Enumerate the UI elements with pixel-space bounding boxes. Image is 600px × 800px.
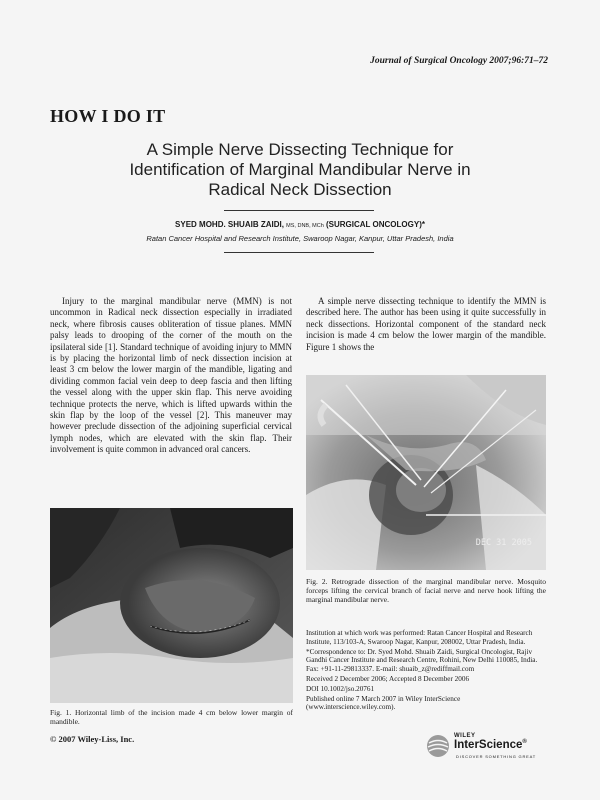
figure-1-caption: Fig. 1. Horizontal limb of the incision made 4 cm below lower margin of mandible. [50,708,293,727]
institution-note: Institution at which work was performed: Ratan Cancer Hospital and Research Institute, 113/103-A, Swaroop Nagar, Kanpur, 208002, Uttar Pradesh, India. [306,629,533,646]
figure-2-photo [306,375,546,570]
article-notes [306,629,546,713]
logo-brand [454,739,527,751]
logo-tagline: DISCOVER SOMETHING GREAT [456,754,537,759]
journal-reference: Journal of Surgical Oncology 2007;96:71–72 [370,56,548,66]
logo-brand-text: InterScience [454,739,523,751]
title-line: A Simple Nerve Dissecting Technique for [146,140,454,159]
logo-brand-mark: ® [522,739,527,746]
rule-top [224,210,374,211]
figure-1-photo [50,508,293,703]
figure-2-caption: Fig. 2. Retrograde dissection of the marginal mandibular nerve. Mosquito forceps lifting the cervical branch of facial nerve and nerve hook lifting the marginal mandibular nerve. [306,577,546,605]
title-line: Radical Neck Dissection [208,180,392,199]
body-text-left: Injury to the marginal mandibular nerve (MMN) is not uncommon in Radical neck dissection especially in irradiated neck, where fibrosis causes obliteration of tissue planes. MMN palsy leads to drooping of the corner of the mouth on the ipsilateral side [1]. Standard technique of avoiding injury to MMN is by placing the horizontal limb of neck dissection incision at least 3 cm below the lower margin of the mandible, ligating and dividing common facial vein deep to deep fascia and then lifting the vessel along with the upper skin flap. This nerve avoiding technique protects the nerve, which is lifted upwards within the skin flap by the loop of the vessel [2]. This maneuver may however preclude dissection of the adjoining superficial cervical lymph nodes, which are elevated with the skin flap. Their involvement is quite common in advanced oral cancers. [50,296,292,455]
author-degrees: MS, DNB, MCh [286,223,324,229]
received-note: Received 2 December 2006; Accepted 8 December 2006 [306,674,470,683]
logo-publisher: WILEY [454,733,476,739]
photo-date-stamp: DEC 31 2005 [475,538,532,548]
article-title [90,140,510,200]
doi-note: DOI 10.1002/jso.20761 [306,684,375,693]
published-note: Published online 7 March 2007 in Wiley InterScience (www.interscience.wiley.com). [306,694,461,712]
rule-bottom [224,252,374,253]
author-specialty: (SURGICAL ONCOLOGY)* [326,220,425,229]
affiliation: Ratan Cancer Hospital and Research Institute, Swaroop Nagar, Kanpur, Uttar Pradesh, India [146,234,454,243]
wiley-interscience-logo [426,732,556,762]
author-line [60,220,540,229]
copyright: © 2007 Wiley-Liss, Inc. [50,734,135,744]
author-name: SYED MOHD. SHUAIB ZAIDI, [175,220,284,229]
section-heading: HOW I DO IT [50,106,166,126]
body-text-right: A simple nerve dissecting technique to identify the MMN is described here. The author has been using it quite successfully in neck dissections. Horizontal component of the standard neck incision is made 4 cm below the lower margin of the mandible. Figure 1 shows the [306,296,546,352]
globe-icon [426,734,450,758]
correspondence-note: *Correspondence to: Dr. Syed Mohd. Shuaib Zaidi, Surgical Oncologist, Rajiv Gandhi Cancer Institute and Research Centre, Rohini, New Delhi 110085, India. Fax: +91-11-29813337. E-mail: shuaib_z@rediffmail.com [306,647,538,674]
title-line: Identification of Marginal Mandibular Nerve in [129,160,471,179]
